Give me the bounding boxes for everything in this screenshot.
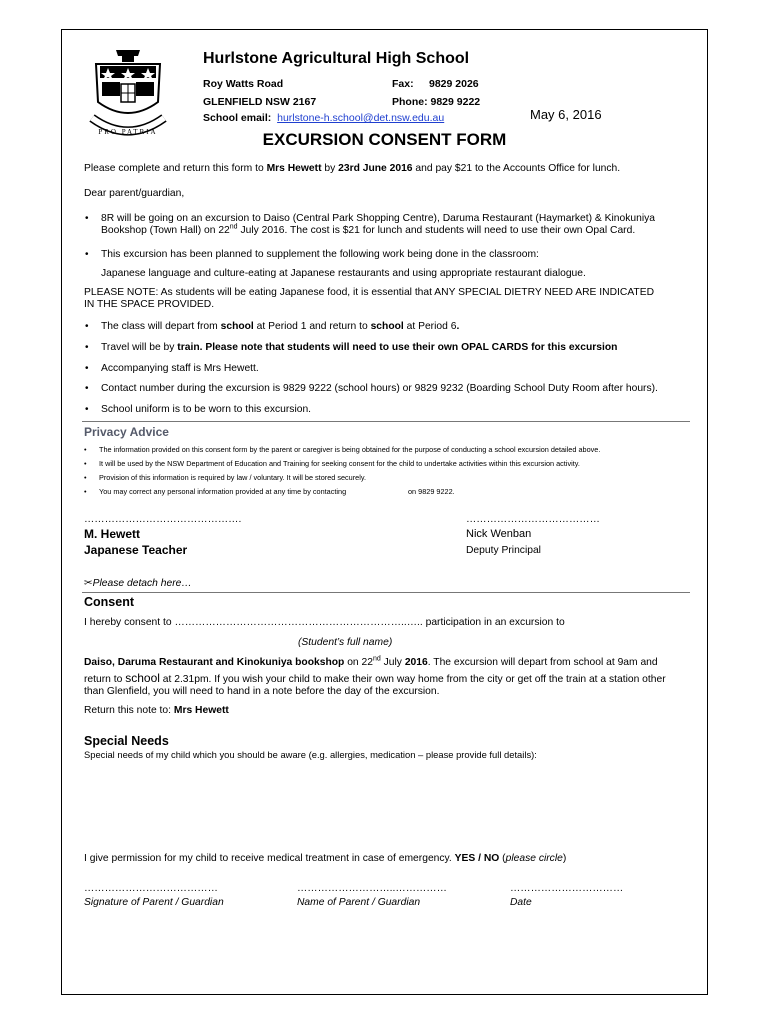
detach-line: ✂Please detach here… <box>84 578 192 589</box>
bullet-icon: • <box>84 445 87 454</box>
privacy-item: The information provided on this consent form by the parent or caregiver is being obtained for the purpose of conducting a school excursion detailed above. <box>99 445 601 454</box>
address-line-1: Roy Watts Road <box>203 78 284 90</box>
privacy-item: It will be used by the NSW Department of Education and Training for seeking consent for the child to undertake activities within this excursion activity. <box>99 459 580 468</box>
bullet-purpose: This excursion has been planned to supplement the following work being done in the classroom: <box>101 249 539 260</box>
student-name-field[interactable]: …………………………………………………………..….. <box>174 617 423 628</box>
fax-number: 9829 2026 <box>429 78 479 90</box>
email-label: School email: <box>203 112 272 124</box>
student-name-hint: (Student’s full name) <box>298 637 393 648</box>
return-note: Return this note to: Mrs Hewett <box>84 705 229 716</box>
bullet-icon: • <box>85 249 89 260</box>
bullet-excursion-details: 8R will be going on an excursion to Daiso (Central Park Shopping Centre), Daruma Restaurant (Haymarket) & Kinokuniya Bookshop (Town Hall) on 22nd July 2016. The cost is $21 for lunch and students will need to use their own Opal Card. <box>101 213 656 236</box>
bullet-contact: Contact number during the excursion is 9829 9222 (school hours) or 9829 9232 (Boarding School Duty Room after hours). <box>101 383 658 394</box>
greeting: Dear parent/guardian, <box>84 188 185 199</box>
scissors-icon: ✂ <box>84 578 93 589</box>
teacher-title: Japanese Teacher <box>84 543 188 557</box>
consent-paragraph: Daiso, Daruma Restaurant and Kinokuniya bookshop on 22nd July 2016. The excursion will depart from school at 9am and return to school at 2.31pm. If you wish your child to make their own way home from the city or get off the train at a station other than Glenfield, you will need to hand in a note before the day of the excursion. <box>84 655 666 697</box>
parent-signature-field[interactable]: ………………………………… <box>84 883 218 894</box>
school-email-link[interactable]: hurlstone-h.school@det.nsw.edu.au <box>277 112 445 124</box>
special-needs-heading: Special Needs <box>84 734 169 748</box>
phone-number: Phone: 9829 9222 <box>392 96 481 108</box>
teacher-signature-line: ………………………………………. <box>84 514 242 525</box>
bullet-uniform: School uniform is to be worn to this excursion. <box>101 404 312 415</box>
bullet-travel: Travel will be by train. Please note that students will need to use their own OPAL CARDS for this excursion <box>101 342 618 353</box>
school-name: Hurlstone Agricultural High School <box>203 50 470 67</box>
bullet-icon: • <box>84 487 87 496</box>
consent-heading: Consent <box>84 595 134 609</box>
bullet-staff: Accompanying staff is Mrs Hewett. <box>101 363 259 374</box>
crest-motto: PRO PATRIA <box>98 128 158 136</box>
fax-label: Fax: <box>392 78 414 90</box>
consent-form-page <box>61 29 708 995</box>
parent-name-label: Name of Parent / Guardian <box>297 897 421 908</box>
email-row <box>203 112 444 124</box>
principal-title: Deputy Principal <box>466 545 541 556</box>
medical-permission: I give permission for my child to receive medical treatment in case of emergency. YES / NO (please circle) <box>84 853 567 864</box>
parent-name-field[interactable]: ………………………..…………… <box>297 883 447 894</box>
privacy-contact-number: on 9829 9222. <box>408 487 455 496</box>
address-line-2: GLENFIELD NSW 2167 <box>203 96 317 108</box>
special-needs-input-area[interactable] <box>84 766 684 850</box>
special-needs-prompt: Special needs of my child which you should be aware (e.g. allergies, medication – please provide full details): <box>84 749 537 760</box>
bullet-icon: • <box>85 404 89 415</box>
no-option[interactable]: NO <box>483 853 500 864</box>
bullet-icon: • <box>85 213 89 224</box>
parent-signature-label: Signature of Parent / Guardian <box>84 897 224 908</box>
bullet-icon: • <box>85 363 89 374</box>
teacher-name: M. Hewett <box>84 527 141 541</box>
yes-option[interactable]: YES <box>454 853 476 864</box>
privacy-heading: Privacy Advice <box>84 425 169 439</box>
principal-signature-line: ………………………………… <box>466 514 600 525</box>
section-divider <box>82 592 690 593</box>
principal-name: Nick Wenban <box>466 528 532 540</box>
bullet-icon: • <box>85 383 89 394</box>
intro-instruction: Please complete and return this form to Mrs Hewett by 23rd June 2016 and pay $21 to the Accounts Office for lunch. <box>84 163 621 174</box>
consent-line: I hereby consent to …………………………………………………………..….. participation in an excursion to <box>84 617 565 628</box>
purpose-detail: Japanese language and culture-eating at Japanese restaurants and using appropriate restaurant dialogue. <box>101 268 586 279</box>
bullet-icon: • <box>84 473 87 482</box>
privacy-item: Provision of this information is required by law / voluntary. It will be stored securely. <box>99 473 366 482</box>
date-field[interactable]: …………………………… <box>510 883 624 894</box>
privacy-item: You may correct any personal information provided at any time by contacting <box>99 487 347 496</box>
form-date: May 6, 2016 <box>530 107 602 122</box>
bullet-departure: The class will depart from school at Period 1 and return to school at Period 6. <box>101 321 460 332</box>
dietary-note: PLEASE NOTE: As students will be eating Japanese food, it is essential that ANY SPECIAL DIETRY NEED ARE INDICATED IN THE SPACE PROVIDED. <box>84 287 655 310</box>
bullet-icon: • <box>84 459 87 468</box>
section-divider <box>82 421 690 422</box>
form-title: EXCURSION CONSENT FORM <box>262 130 507 149</box>
date-label: Date <box>510 897 532 908</box>
bullet-icon: • <box>85 342 89 353</box>
bullet-icon: • <box>85 321 89 332</box>
